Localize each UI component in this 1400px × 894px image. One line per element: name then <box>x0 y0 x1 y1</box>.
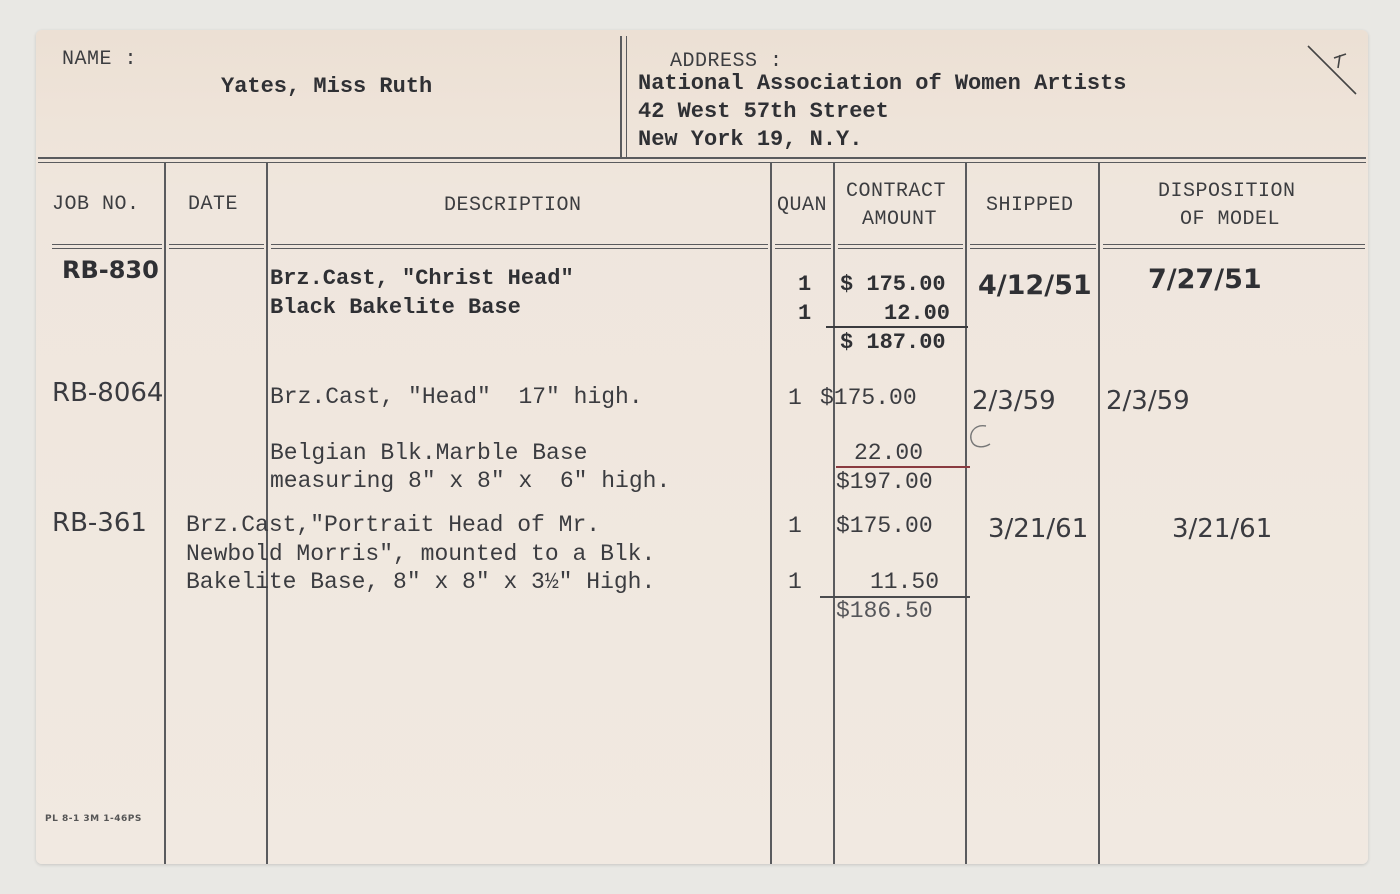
col-header-disposition: DISPOSITION <box>1158 180 1296 203</box>
entry-1-qty-2: 1 <box>798 301 812 326</box>
entry-2-desc-line-2: Belgian Blk.Marble Base <box>270 440 588 466</box>
entry-2-total-rule <box>836 466 970 468</box>
header-underline-quan-a <box>775 244 831 245</box>
entry-2-job-no: RB-8064 <box>52 378 164 408</box>
header-underline-quan-b <box>775 248 831 249</box>
entry-1-amount-2: 12.00 <box>884 301 951 326</box>
col-header-job-no: JOB NO. <box>52 193 140 216</box>
col-line-quan <box>833 163 835 864</box>
header-divider <box>620 36 622 158</box>
entry-3-total: $186.50 <box>836 598 933 624</box>
entry-1-qty-1: 1 <box>798 272 812 297</box>
col-header-of-model: OF MODEL <box>1180 208 1281 231</box>
header-underline-shipped-b <box>970 248 1096 249</box>
header-underline-shipped-a <box>970 244 1096 245</box>
address-line-2: 42 West 57th Street <box>638 99 889 124</box>
col-line-amount <box>965 163 967 864</box>
entry-1-job-no: RB-830 <box>62 256 159 284</box>
entry-1-disposition: 7/27/51 <box>1148 264 1262 295</box>
name-label: NAME : <box>62 48 138 71</box>
header-underline-desc-b <box>271 248 768 249</box>
col-header-shipped: SHIPPED <box>986 194 1074 217</box>
entry-2-desc-line-3: measuring 8" x 8" x 6" high. <box>270 468 671 494</box>
entry-3-desc-line-3: Bakelite Base, 8" x 8" x 3½" High. <box>186 569 656 595</box>
header-underline-amount-a <box>838 244 963 245</box>
entry-2-amount-2: 22.00 <box>854 440 924 466</box>
header-rule-bottom <box>38 162 1366 163</box>
entry-1-total: $ 187.00 <box>840 330 946 355</box>
entry-3-qty-1: 1 <box>788 513 802 539</box>
entry-3-amount-2: 11.50 <box>870 569 940 595</box>
col-line-shipped <box>1098 163 1100 864</box>
entry-2-shipped: 2/3/59 <box>972 386 1056 416</box>
address-line-1: National Association of Women Artists <box>638 71 1127 96</box>
header-underline-desc-a <box>271 244 768 245</box>
header-rule-top <box>38 157 1366 159</box>
col-header-quan: QUAN <box>777 194 828 217</box>
entry-3-desc-line-2: Newbold Morris", mounted to a Blk. <box>186 541 656 567</box>
address-line-3: New York 19, N.Y. <box>638 127 863 152</box>
entry-2-amount-1: $175.00 <box>820 385 917 411</box>
corner-check-mark <box>1304 44 1364 100</box>
entry-1-shipped: 4/12/51 <box>978 270 1092 301</box>
entry-3-amount-1: $175.00 <box>836 513 933 539</box>
entry-3-qty-2: 1 <box>788 569 802 595</box>
header-underline-disp-a <box>1103 244 1365 245</box>
header-underline-date-a <box>169 244 264 245</box>
col-line-job <box>164 163 166 864</box>
header-divider-inner <box>626 36 627 158</box>
entry-3-job-no: RB-361 <box>52 508 147 538</box>
form-number: PL 8-1 3M 1-46PS <box>45 814 142 824</box>
col-header-date: DATE <box>188 193 239 216</box>
entry-2-total: $197.00 <box>836 469 933 495</box>
pencil-c-mark <box>964 422 998 456</box>
header-underline-job-b <box>52 248 162 249</box>
entry-1-desc-line-2: Black Bakelite Base <box>270 295 521 320</box>
header-underline-date-b <box>169 248 264 249</box>
header-underline-job-a <box>52 244 162 245</box>
entry-1-desc-line-1: Brz.Cast, "Christ Head" <box>270 266 574 291</box>
entry-3-disposition: 3/21/61 <box>1172 514 1273 544</box>
entry-2-desc-line-1: Brz.Cast, "Head" 17" high. <box>270 384 643 410</box>
entry-1-total-rule <box>826 326 968 328</box>
col-header-contract: CONTRACT <box>846 180 947 203</box>
entry-3-desc-line-1: Brz.Cast,"Portrait Head of Mr. <box>186 512 601 538</box>
col-line-desc <box>770 163 772 864</box>
header-underline-amount-b <box>838 248 963 249</box>
col-header-amount: AMOUNT <box>862 208 938 231</box>
address-label: ADDRESS : <box>670 50 783 73</box>
name-value: Yates, Miss Ruth <box>221 74 433 99</box>
entry-3-shipped: 3/21/61 <box>988 514 1089 544</box>
entry-2-qty-1: 1 <box>788 385 802 411</box>
entry-1-amount-1: $ 175.00 <box>840 272 946 297</box>
record-card <box>36 30 1368 864</box>
header-underline-disp-b <box>1103 248 1365 249</box>
entry-2-disposition: 2/3/59 <box>1106 386 1190 416</box>
col-header-description: DESCRIPTION <box>444 194 582 217</box>
